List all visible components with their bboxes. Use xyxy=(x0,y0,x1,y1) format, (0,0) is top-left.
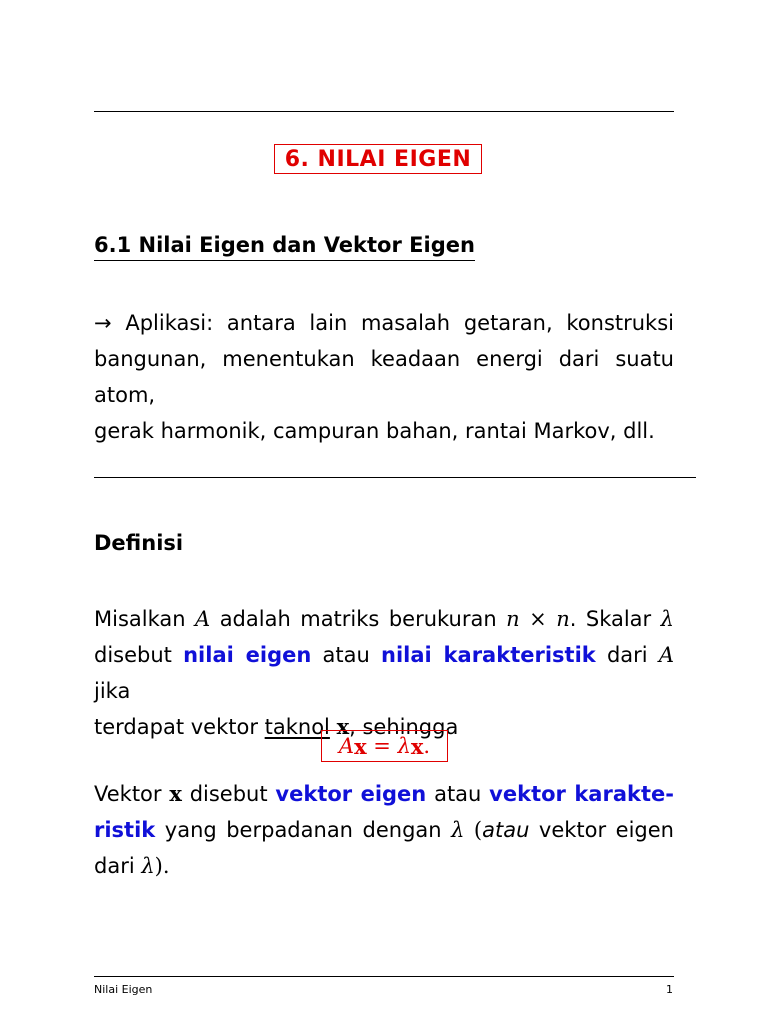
intro-line-3: gerak harmonik, campuran bahan, rantai Markov, dll. xyxy=(94,419,655,443)
section-title: 6.1 Nilai Eigen dan Vektor Eigen xyxy=(94,233,475,261)
arrow-icon: → xyxy=(94,311,112,335)
vector-definition-paragraph xyxy=(94,776,674,884)
vector-line-2: ristik yang berpadanan dengan λ (atau vektor eigen xyxy=(94,818,674,842)
chapter-title xyxy=(274,144,482,174)
definition-paragraph xyxy=(94,601,674,745)
vector-line-3: dari λ). xyxy=(94,854,170,878)
intro-line-2: bangunan, menentukan keadaan energi dari suatu atom, xyxy=(94,347,674,407)
definition-line-2: disebut nilai eigen atau nilai karakteristik dari A jika xyxy=(94,643,674,703)
term-taknol: taknol xyxy=(264,715,330,739)
footer-rule xyxy=(94,976,674,977)
term-nilai-karakteristik: nilai karakteristik xyxy=(381,643,596,667)
definition-line-3: terdapat vektor taknol x, sehingga xyxy=(94,714,459,739)
term-vektor-karakteristik: vektor karakte- xyxy=(489,782,674,806)
vector-line-1: Vektor x disebut vektor eigen atau vektor karakte- xyxy=(94,781,674,806)
definition-heading: Definisi xyxy=(94,531,184,555)
top-rule xyxy=(94,111,674,112)
term-nilai-eigen: nilai eigen xyxy=(183,643,312,667)
page-number: 1 xyxy=(666,983,673,996)
middle-rule xyxy=(94,477,696,478)
definition-line-1: Misalkan A adalah matriks berukuran n × n. Skalar λ xyxy=(94,607,674,631)
intro-line-1: → Aplikasi: antara lain masalah getaran, konstruksi xyxy=(94,311,674,335)
eigen-equation: A x = λ x . xyxy=(321,730,448,762)
term-vektor-eigen: vektor eigen xyxy=(275,782,427,806)
intro-paragraph xyxy=(94,305,674,449)
footer-title: Nilai Eigen xyxy=(94,983,153,996)
chapter-title-text: 6. NILAI EIGEN xyxy=(284,146,472,172)
